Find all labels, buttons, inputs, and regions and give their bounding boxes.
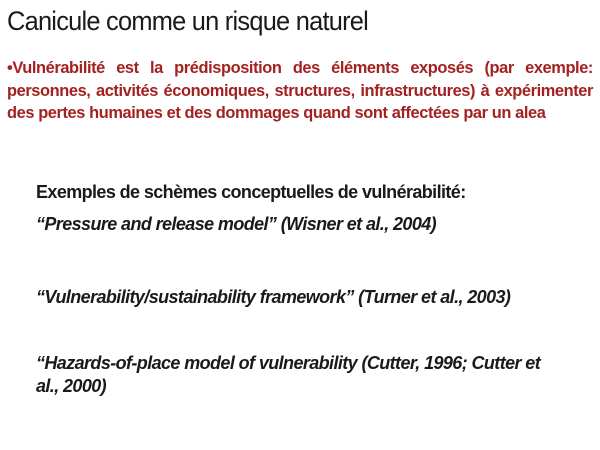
slide-title: Canicule comme un risque naturel — [7, 6, 369, 36]
examples-heading: Exemples de schèmes conceptuelles de vulnérabilité: — [36, 182, 466, 202]
definition-bullet: •Vulnérabilité est la prédisposition des éléments exposés (par exemple: personnes, activités économiques, structures, infrastructures) à expérimenter des pertes humaines et des dommages quand sont affectées par un alea — [7, 59, 593, 122]
example-item: “Hazards-of-place model of vulnerability (Cutter, 1996; Cutter et al., 2000) — [36, 353, 541, 396]
example-item: “Vulnerability/sustainability framework” (Turner et al., 2003) — [36, 287, 511, 307]
example-item: “Pressure and release model” (Wisner et al., 2004) — [36, 214, 437, 234]
